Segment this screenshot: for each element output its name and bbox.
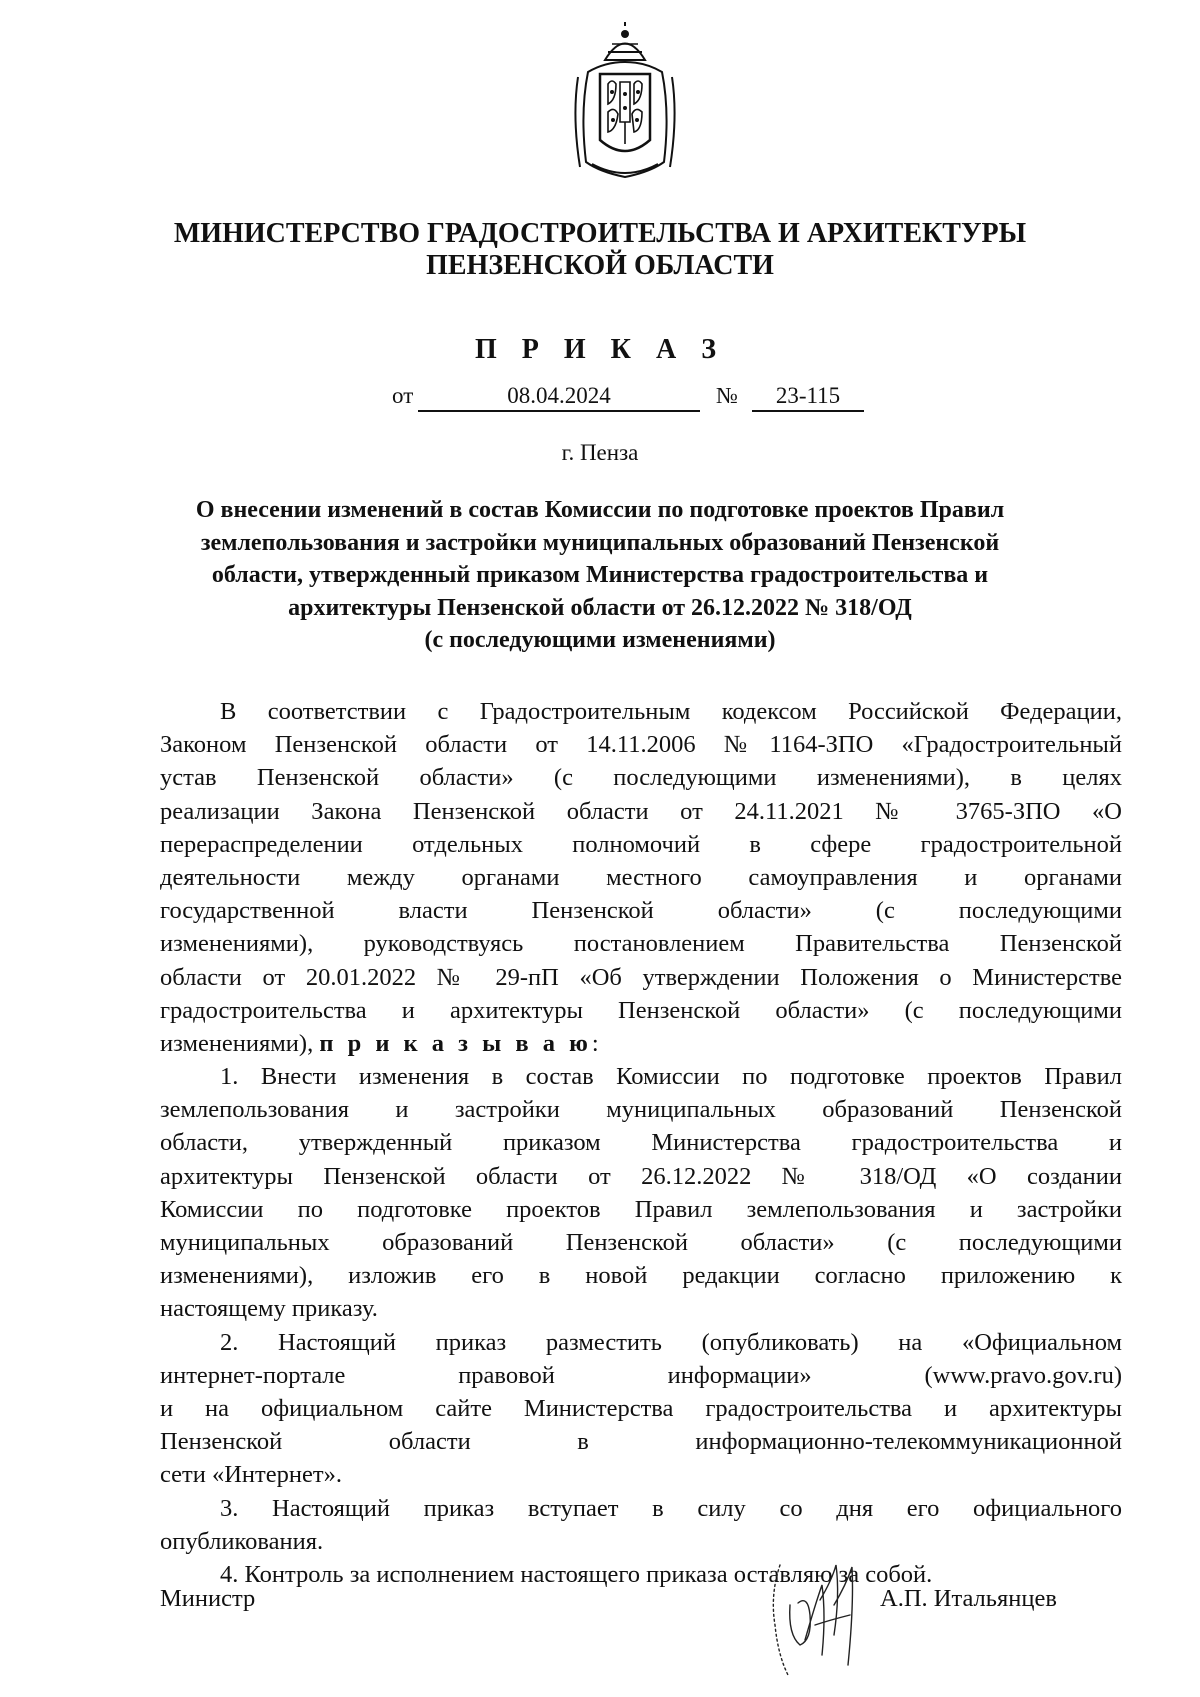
order-subject (150, 494, 1050, 657)
body-line: В соответствии с Градостроительным кодексом Российской Федерации, (220, 698, 1122, 725)
body-line: землепользования и застройки муниципальных образований Пензенской (160, 1096, 1122, 1124)
body-line: сети «Интернет». (160, 1461, 342, 1489)
ministry-name-line2: ПЕНЗЕНСКОЙ ОБЛАСТИ (426, 250, 774, 281)
body-line: деятельности между органами местного самоуправления и органами (160, 863, 1122, 891)
body-line: перераспределении отдельных полномочий в сфере градостроительной (160, 830, 1122, 858)
signatory-position: Министр (160, 1585, 256, 1612)
body-line: настоящему приказу. (160, 1295, 378, 1323)
subject-line: области, утвержденный приказом Министерства градостроительства и (211, 562, 989, 588)
body-line: архитектуры Пензенской области от 26.12.2022 № 318/ОД «О создании (160, 1162, 1122, 1190)
body-line: области, утвержденный приказом Министерства градостроительства и (160, 1129, 1122, 1157)
subject-line: (с последующими изменениями) (424, 627, 776, 653)
order-number: 23-115 (752, 382, 864, 412)
date-prefix: от (392, 383, 414, 408)
body-line: и на официальном сайте Министерства градостроительства и архитектуры (160, 1394, 1122, 1422)
subject-line: О внесении изменений в состав Комиссии по подготовке проектов Правил (195, 497, 1005, 523)
body-line: 3. Настоящий приказ вступает в силу со дня его официального (220, 1494, 1122, 1522)
signatory-name: А.П. Итальянцев (880, 1585, 1057, 1612)
body-line: муниципальных образований Пензенской области» (с последующими (160, 1229, 1122, 1256)
document-type: П Р И К А З (475, 334, 725, 365)
body-line: изменениями), изложив его в новой редакции согласно приложению к (160, 1262, 1122, 1290)
subject-line: архитектуры Пензенской области от 26.12.2022 № 318/ОД (288, 594, 912, 621)
body-line: государственной власти Пензенской области» (с последующими (160, 897, 1122, 925)
body-line: градостроительства и архитектуры Пензенской области» (с последующими (160, 996, 1122, 1024)
ministry-name-line1: МИНИСТЕРСТВО ГРАДОСТРОИТЕЛЬСТВА И АРХИТЕКТУРЫ (173, 218, 1027, 249)
body-line: области от 20.01.2022 № 29-пП «Об утверждении Положения о Министерстве (160, 963, 1122, 991)
body-line: изменениями), (160, 1029, 314, 1057)
city: г. Пенза (561, 440, 639, 465)
body-line: 1. Внести изменения в состав Комиссии по подготовке проектов Правил (220, 1063, 1122, 1091)
number-sign: № (716, 383, 738, 408)
order-body (160, 695, 1122, 1591)
body-line: Комиссии по подготовке проектов Правил землепользования и застройки (160, 1195, 1122, 1223)
body-line-order (160, 1027, 1122, 1060)
body-line: реализации Закона Пензенской области от 24.11.2021 № 3765-ЗПО «О (160, 797, 1122, 825)
subject-line: землепользования и застройки муниципальных образований Пензенской (200, 529, 1000, 556)
body-line: устав Пензенской области» (с последующими изменениями), в целях (160, 764, 1122, 792)
body-line: изменениями), руководствуясь постановлением Правительства Пензенской (160, 930, 1122, 958)
body-line: интернет-портале правовой информации» (www.pravo.gov.ru) (160, 1361, 1122, 1389)
order-word: п р и к а з ы в а ю (319, 1029, 592, 1057)
body-line: 4. Контроль за исполнением настоящего приказа оставляю за собой. (220, 1560, 933, 1588)
order-date: 08.04.2024 (418, 382, 700, 412)
body-line: 2. Настоящий приказ разместить (опубликовать) на «Официальном (220, 1328, 1122, 1356)
body-line: Пензенской области в информационно-телекоммуникационной (160, 1428, 1122, 1456)
handwritten-signature-icon (760, 1545, 870, 1685)
coat-of-arms-icon (570, 22, 680, 182)
order-colon: : (591, 1029, 599, 1057)
body-line: опубликования. (160, 1527, 324, 1555)
body-line: Законом Пензенской области от 14.11.2006 №1164-ЗПО «Градостроительный (160, 731, 1122, 759)
